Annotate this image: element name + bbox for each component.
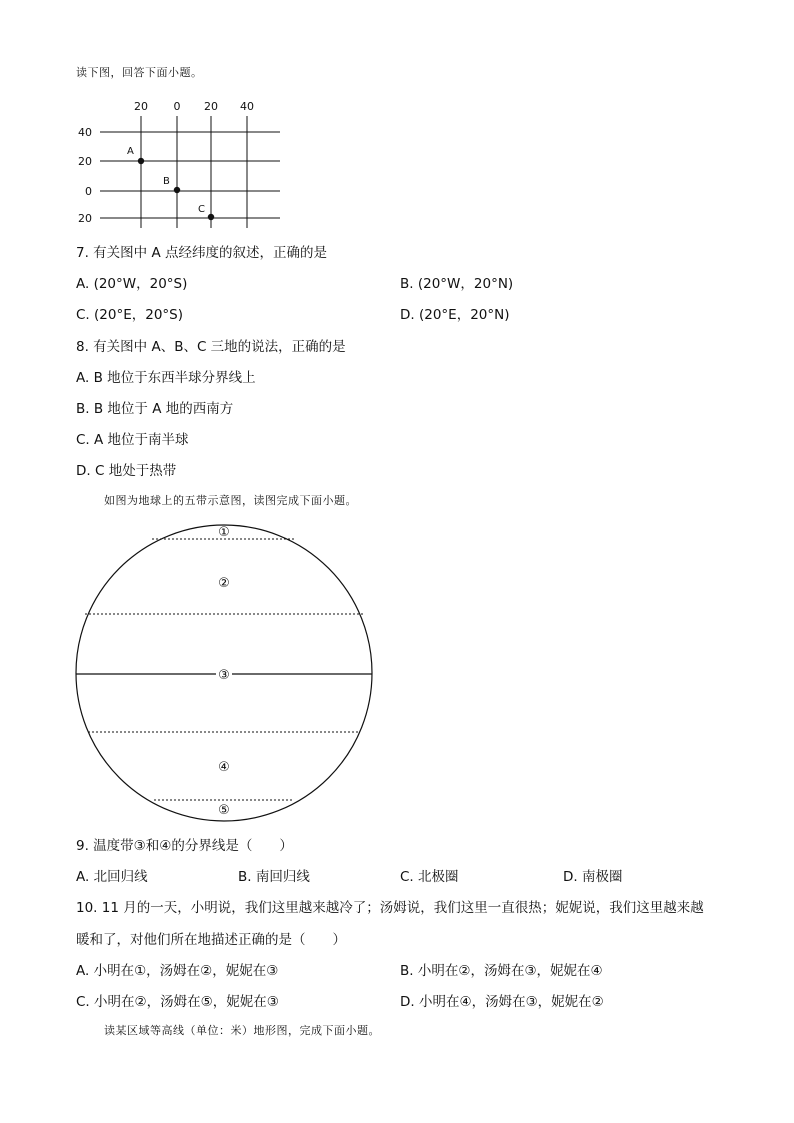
intro-text-3: 读某区域等高线（单位：米）地形图，完成下面小题。 (104, 1024, 380, 1037)
point-a-label: A (127, 146, 134, 157)
lat-lon-grid-figure (70, 98, 300, 233)
left-label-3: 0 (85, 185, 92, 198)
q10-option-d[interactable]: D. 小明在④，汤姆在③，妮妮在② (400, 994, 604, 1010)
zone-label-3: ③ (218, 668, 230, 683)
top-label-4: 40 (240, 100, 254, 113)
intro-text-1: 读下图，回答下面小题。 (76, 66, 203, 79)
five-zones-figure (72, 520, 382, 820)
q10-stem-line1: 10. 11 月的一天，小明说，我们这里越来越冷了；汤姆说，我们这里一直很热；妮妮说，我们这里越来越 (76, 900, 704, 916)
point-b-dot (174, 187, 180, 193)
q10-stem-line2: 暖和了，对他们所在地描述正确的是（ ） (76, 932, 346, 948)
q7-option-a[interactable]: A. (20°W，20°S) (76, 276, 188, 292)
point-c-dot (208, 214, 214, 220)
left-label-4: 20 (78, 212, 92, 225)
q10-option-b[interactable]: B. 小明在②，汤姆在③，妮妮在④ (400, 963, 603, 979)
point-a-dot (138, 158, 144, 164)
q8-option-a[interactable]: A. B 地位于东西半球分界线上 (76, 370, 256, 386)
q7-option-c[interactable]: C. (20°E，20°S) (76, 307, 183, 323)
q8-stem: 8. 有关图中 A、B、C 三地的说法，正确的是 (76, 339, 346, 355)
left-label-1: 40 (78, 126, 92, 139)
q8-option-d[interactable]: D. C 地处于热带 (76, 463, 177, 479)
point-b-label: B (163, 176, 170, 187)
q9-option-a[interactable]: A. 北回归线 (76, 869, 148, 885)
q8-option-b[interactable]: B. B 地位于 A 地的西南方 (76, 401, 234, 417)
q9-option-b[interactable]: B. 南回归线 (238, 869, 310, 885)
top-label-2: 0 (173, 100, 181, 113)
q7-option-b[interactable]: B. (20°W，20°N) (400, 276, 514, 292)
intro-text-2: 如图为地球上的五带示意图，读图完成下面小题。 (104, 494, 357, 507)
zone-label-2: ② (218, 576, 230, 591)
q9-option-d[interactable]: D. 南极圈 (563, 869, 623, 885)
q8-option-c[interactable]: C. A 地位于南半球 (76, 432, 189, 448)
zone-label-5: ⑤ (218, 803, 230, 818)
left-label-2: 20 (78, 155, 92, 168)
q10-option-c[interactable]: C. 小明在②，汤姆在⑤，妮妮在③ (76, 994, 279, 1010)
q7-stem: 7. 有关图中 A 点经纬度的叙述，正确的是 (76, 245, 327, 261)
zone-label-1: ① (218, 525, 230, 540)
top-label-3: 20 (204, 100, 218, 113)
q10-option-a[interactable]: A. 小明在①，汤姆在②，妮妮在③ (76, 963, 279, 979)
point-c-label: C (198, 204, 205, 215)
top-label-1: 20 (134, 100, 148, 113)
q9-option-c[interactable]: C. 北极圈 (400, 869, 459, 885)
q9-stem: 9. 温度带③和④的分界线是（ ） (76, 838, 293, 854)
zone-label-4: ④ (218, 760, 230, 775)
q7-option-d[interactable]: D. (20°E，20°N) (400, 307, 510, 323)
